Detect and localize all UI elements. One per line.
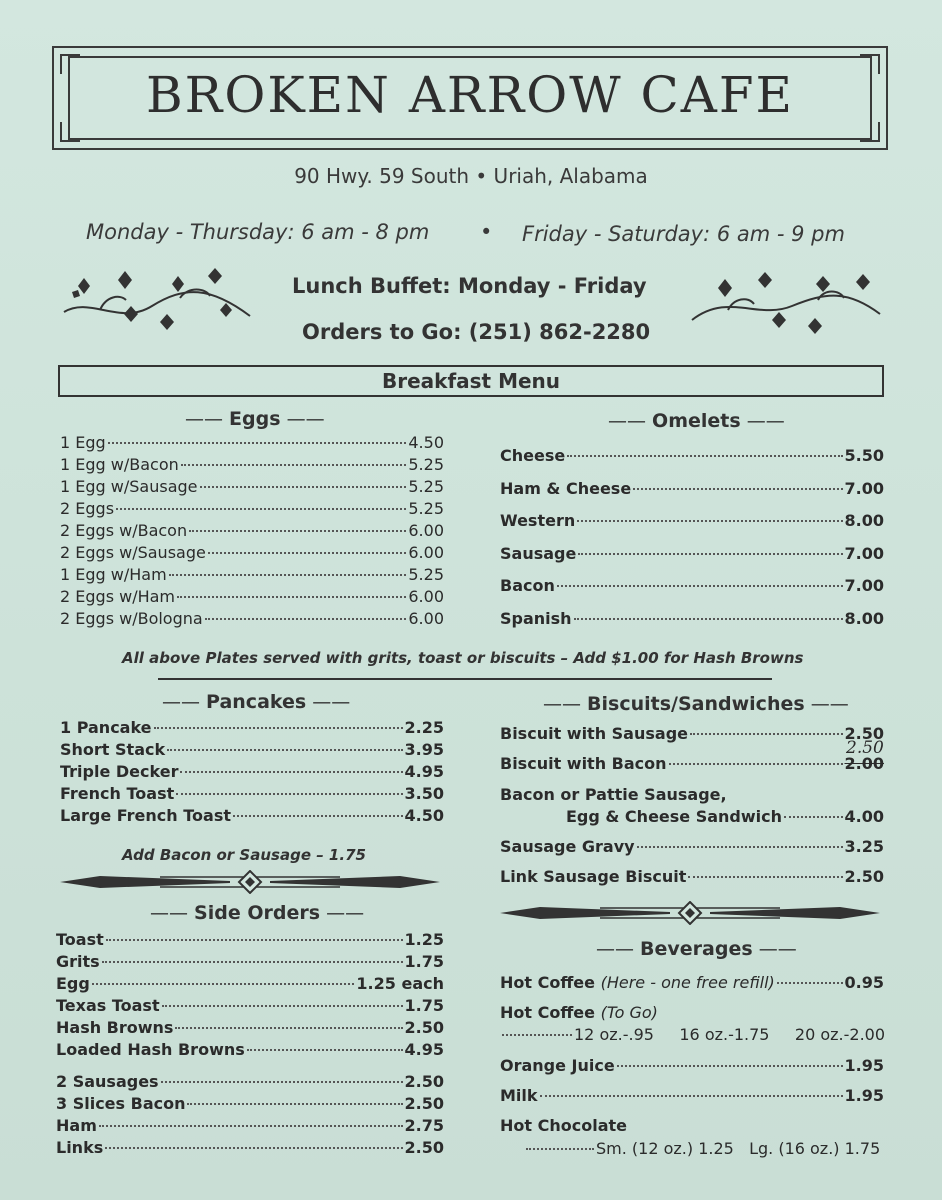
dot-leader: [189, 530, 406, 532]
omelets-title: Omelets: [652, 410, 741, 432]
item-name: Loaded Hash Browns: [56, 1040, 245, 1059]
vine-ornament-left-icon: [60, 266, 256, 338]
dot-leader: [577, 520, 842, 522]
menu-item: [60, 521, 444, 540]
dot-leader: [108, 442, 407, 444]
item-price: 1.25 each: [356, 974, 444, 993]
menu-item: [566, 807, 884, 826]
item-name: Ham & Cheese: [500, 478, 632, 498]
hours-weekday: Monday - Thursday: 6 am - 8 pm: [86, 220, 430, 244]
orders-to-go: Orders to Go: (251) 862-2280: [302, 320, 651, 344]
item-name: Egg: [56, 974, 90, 993]
dot-leader: [180, 771, 402, 773]
side-orders-heading: [150, 902, 364, 924]
menu-item: [500, 446, 884, 465]
item-name: Hot Coffee: [500, 1003, 595, 1022]
item-price: 2.50: [404, 1072, 444, 1091]
item-name: Western: [500, 511, 576, 531]
item-name: 2 Eggs w/Ham: [60, 587, 176, 606]
dot-leader: [161, 1081, 403, 1083]
item-name-group: [500, 973, 775, 992]
heading-dash: ——: [543, 693, 588, 715]
menu-item: [60, 806, 444, 825]
hot-chocolate-size-prices: Sm. (12 oz.) 1.25 Lg. (16 oz.) 1.75: [596, 1139, 881, 1158]
beverages-heading: [596, 938, 797, 960]
dot-leader: [578, 553, 842, 555]
hot-chocolate-sizes: [524, 1139, 884, 1158]
heading-dash: ——: [740, 410, 785, 432]
menu-item: [60, 543, 444, 562]
menu-item: [60, 609, 444, 628]
menu-item: [60, 565, 444, 584]
menu-item: [56, 1094, 444, 1113]
dot-leader: [688, 876, 842, 878]
dot-leader: [540, 1095, 843, 1097]
dot-leader: [169, 574, 407, 576]
item-price: 6.00: [408, 587, 444, 606]
cafe-title: BROKEN ARROW CAFE: [145, 66, 795, 124]
menu-item: [500, 479, 884, 498]
menu-item: [60, 587, 444, 606]
heading-dash: ——: [596, 938, 641, 960]
item-name: 2 Eggs w/Bacon: [60, 521, 188, 540]
item-price: 7.00: [844, 576, 884, 596]
dot-leader: [567, 455, 842, 457]
menu-item: [56, 974, 444, 993]
menu-item: [500, 754, 884, 773]
item-name: Biscuit with Sausage: [500, 724, 688, 743]
menu-item: [60, 784, 444, 803]
heading-dash: ——: [150, 902, 195, 924]
dot-leader: [633, 488, 842, 490]
item-price: 8.00: [844, 511, 884, 531]
dot-leader: [669, 763, 843, 765]
dot-leader: [177, 596, 406, 598]
section-divider: [158, 678, 772, 680]
coffee-sizes: [500, 1025, 884, 1044]
lunch-buffet: Lunch Buffet: Monday - Friday: [292, 274, 647, 298]
omelets-heading: [608, 410, 785, 432]
item-name: 3 Slices Bacon: [56, 1094, 186, 1113]
menu-item: [500, 724, 884, 743]
item-price: 1.75: [404, 952, 444, 971]
item-name: Link Sausage Biscuit: [500, 867, 687, 886]
dot-leader: [526, 1148, 594, 1150]
heading-dash: ——: [320, 902, 365, 924]
item-name: Triple Decker: [60, 762, 179, 781]
heading-dash: ——: [185, 408, 230, 430]
item-price: 5.25: [408, 499, 444, 518]
item-name: Biscuit with Bacon: [500, 754, 667, 773]
dot-leader: [247, 1049, 403, 1051]
item-name: Texas Toast: [56, 996, 160, 1015]
item-price: 6.00: [408, 521, 444, 540]
item-name: 1 Egg w/Sausage: [60, 477, 198, 496]
menu-item: [56, 930, 444, 949]
item-name: French Toast: [60, 784, 175, 803]
item-name: 1 Egg w/Ham: [60, 565, 167, 584]
menu-item: [500, 867, 884, 886]
item-name: 2 Eggs w/Bologna: [60, 609, 203, 628]
item-note: (Here - one free refill): [600, 973, 775, 992]
menu-item: [60, 499, 444, 518]
item-price: 1.95: [844, 1056, 884, 1075]
item-name: Ham: [56, 1116, 97, 1135]
item-price: 4.95: [404, 762, 444, 781]
item-price: 3.50: [404, 784, 444, 803]
item-name: Cheese: [500, 446, 566, 465]
menu-item: [60, 455, 444, 474]
heading-dash: ——: [608, 410, 653, 432]
item-name: Sausage: [500, 543, 577, 563]
dot-leader: [106, 939, 403, 941]
dot-leader: [777, 982, 843, 984]
heading-dash: ——: [804, 693, 849, 715]
item-name: Large French Toast: [60, 806, 231, 825]
item-price: 3.95: [404, 740, 444, 759]
bacon-pattie-line: Bacon or Pattie Sausage,: [500, 785, 727, 804]
item-name: 1 Egg: [60, 433, 106, 452]
coffee-size-prices: 12 oz.-.95 16 oz.-1.75 20 oz.-2.00: [574, 1025, 886, 1044]
dot-leader: [690, 733, 843, 735]
plates-note: All above Plates served with grits, toast or biscuits – Add $1.00 for Hash Browns: [122, 649, 804, 667]
item-price: 5.25: [408, 565, 444, 584]
heading-dash: ——: [162, 691, 207, 713]
item-price: 5.25: [408, 477, 444, 496]
menu-item: [500, 511, 884, 530]
dot-leader: [208, 552, 407, 554]
menu-item: [60, 718, 444, 737]
dot-leader: [167, 749, 402, 751]
biscuits-title: Biscuits/Sandwiches: [587, 693, 805, 715]
item-name: 2 Eggs: [60, 499, 115, 518]
item-price: 2.75: [404, 1116, 444, 1135]
dot-leader: [233, 815, 403, 817]
item-price: 2.25: [404, 718, 444, 737]
item-name: Orange Juice: [500, 1056, 615, 1075]
menu-item: [60, 762, 444, 781]
dot-leader: [175, 1027, 402, 1029]
item-name: Sausage Gravy: [500, 837, 635, 856]
item-price: 4.95: [404, 1040, 444, 1059]
hours-separator: •: [480, 220, 493, 244]
frame-corner: [860, 122, 880, 142]
menu-item: [56, 1018, 444, 1037]
pancakes-title: Pancakes: [206, 691, 307, 713]
item-name: 2 Eggs w/Sausage: [60, 543, 206, 562]
hours-weekend: Friday - Saturday: 6 am - 9 pm: [522, 222, 845, 246]
item-price: 4.50: [404, 806, 444, 825]
hot-chocolate: Hot Chocolate: [500, 1116, 627, 1135]
side-orders-title: Side Orders: [194, 902, 321, 924]
dot-leader: [200, 486, 407, 488]
divider-ornament-icon: [500, 901, 880, 925]
item-price: 8.00: [844, 609, 884, 628]
menu-item: [500, 973, 884, 992]
breakfast-menu-banner: Breakfast Menu: [58, 365, 884, 397]
menu-item: [60, 477, 444, 496]
dot-leader: [176, 793, 402, 795]
item-price: 2.50: [404, 1094, 444, 1113]
heading-dash: ——: [306, 691, 351, 713]
handwritten-price: 2.50: [846, 738, 884, 758]
menu-item: [56, 1040, 444, 1059]
heading-dash: ——: [752, 938, 797, 960]
hot-coffee-to-go: [500, 1003, 658, 1022]
frame-corner: [60, 122, 80, 142]
item-name: Bacon: [500, 576, 555, 596]
menu-item: [500, 1056, 884, 1075]
pancakes-note: Add Bacon or Sausage – 1.75: [122, 846, 366, 864]
item-price: 2.00: [844, 754, 884, 773]
item-price: 3.25: [844, 837, 884, 856]
dot-leader: [574, 618, 843, 620]
item-price: 2.50: [844, 724, 884, 743]
menu-item: [60, 740, 444, 759]
menu-item: [60, 433, 444, 452]
menu-item: [56, 1116, 444, 1135]
divider-ornament-icon: [60, 870, 440, 894]
beverages-title: Beverages: [640, 938, 753, 960]
dot-leader: [105, 1147, 402, 1149]
heading-dash: ——: [280, 408, 325, 430]
item-price: 0.95: [844, 973, 884, 992]
dot-leader: [92, 983, 355, 985]
dot-leader: [116, 508, 406, 510]
address: 90 Hwy. 59 South • Uriah, Alabama: [294, 164, 648, 188]
item-note: (To Go): [600, 1003, 658, 1022]
biscuits-heading: [543, 693, 849, 715]
dot-leader: [617, 1065, 843, 1067]
item-price: 6.00: [408, 609, 444, 628]
item-name: 2 Sausages: [56, 1072, 159, 1091]
item-price: 5.25: [408, 455, 444, 474]
menu-item: [500, 544, 884, 563]
eggs-heading: [185, 408, 325, 430]
menu-item: [500, 1086, 884, 1105]
item-price: 5.50: [844, 446, 884, 465]
menu-item: [500, 609, 884, 628]
menu-item: [56, 952, 444, 971]
item-price: 7.00: [844, 478, 884, 498]
dot-leader: [205, 618, 407, 620]
item-name: Hash Browns: [56, 1018, 174, 1037]
eggs-title: Eggs: [229, 408, 281, 430]
dot-leader: [637, 846, 843, 848]
item-name: Toast: [56, 930, 104, 949]
item-name: Links: [56, 1138, 104, 1157]
item-name: Spanish: [500, 609, 572, 628]
menu-item: [56, 996, 444, 1015]
item-name: Hot Coffee: [500, 973, 595, 992]
dot-leader: [784, 816, 843, 818]
pancakes-heading: [162, 691, 350, 713]
menu-item: [56, 1138, 444, 1157]
dot-leader: [154, 727, 403, 729]
item-name: Grits: [56, 952, 100, 971]
item-name: 1 Egg w/Bacon: [60, 455, 179, 474]
dot-leader: [102, 961, 403, 963]
menu-item: [56, 1072, 444, 1091]
menu-item: [500, 576, 884, 595]
item-price: 2.50: [404, 1138, 444, 1157]
item-price: 7.00: [844, 543, 884, 563]
item-price: 4.50: [408, 433, 444, 452]
item-price: 4.00: [844, 807, 884, 826]
vine-ornament-right-icon: [688, 270, 884, 342]
item-price: 6.00: [408, 543, 444, 562]
item-price: 1.75: [404, 996, 444, 1015]
dot-leader: [162, 1005, 403, 1007]
dot-leader: [99, 1125, 403, 1127]
title-frame: [52, 46, 888, 150]
item-price: 1.25: [404, 930, 444, 949]
item-name: 1 Pancake: [60, 718, 152, 737]
item-price: 1.95: [844, 1086, 884, 1105]
item-price: 2.50: [404, 1018, 444, 1037]
dot-leader: [181, 464, 407, 466]
dot-leader: [502, 1034, 572, 1036]
item-name: Egg & Cheese Sandwich: [566, 807, 783, 826]
menu-item: [500, 837, 884, 856]
dot-leader: [187, 1103, 402, 1105]
item-name: Short Stack: [60, 740, 166, 759]
item-name: Milk: [500, 1086, 538, 1105]
item-price: 2.50: [844, 867, 884, 886]
dot-leader: [557, 585, 843, 587]
